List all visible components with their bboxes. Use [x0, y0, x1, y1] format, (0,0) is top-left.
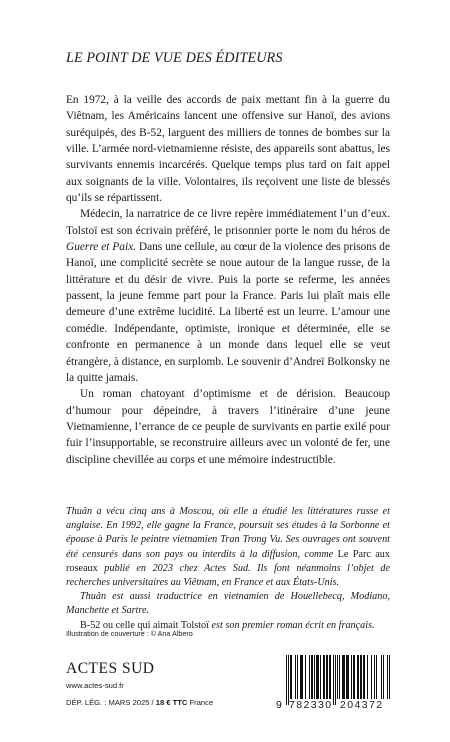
- barcode-bar: [351, 655, 352, 699]
- barcode-bar: [381, 655, 382, 699]
- price: 18 € TTC: [155, 698, 188, 707]
- barcode-bar: [342, 655, 345, 699]
- isbn-first-digit: 9: [276, 699, 282, 711]
- barcode-bar: [297, 655, 298, 699]
- legal-deposit: [66, 698, 213, 707]
- barcode-bar: [337, 655, 338, 699]
- barcode-bar: [314, 655, 315, 699]
- barcode-bar: [387, 655, 388, 699]
- cover-credit: Illustration de couverture : © Ana Albero: [66, 629, 193, 638]
- barcode-bar: [376, 655, 377, 699]
- barcode-bar: [374, 655, 375, 699]
- barcode-bar: [333, 655, 334, 705]
- barcode-bar: [371, 655, 372, 699]
- barcode-bar: [309, 655, 310, 699]
- synopsis-paragraph: Médecin, la narratrice de ce livre repère immédiatement l’un d’eux. Tolstoï est son écrivain préféré, le prisonnier porte le nom du héros de Guerre et Paix. Dans une cellule, au cœur de la violence des prisons de Hanoï, une complicité secrète se noue autour de la langue russe, de la littérature et du désir de vivre. Puis la porte se referme, les années passent, la jeune femme part pour la France. Paris lui plaît mais elle demeure d’une extrême lucidité. La liberté est un leurre. L’amour une comédie. Indépendante, optimiste, ironique et déterminée, elle se confronte en permanence à un monde dans lequel elle se veut étrangère, à distance, en surplomb. Le souvenir d’Andreï Bolkonsky ne la quitte jamais.: [66, 208, 391, 384]
- barcode-bar: [326, 655, 328, 699]
- isbn-barcode: [274, 655, 392, 717]
- barcode-bar: [383, 655, 384, 699]
- publisher-logo: ACTES SUD: [66, 660, 155, 677]
- barcode-bar: [288, 655, 289, 705]
- barcode-bar: [357, 655, 359, 699]
- barcode-bar: [295, 655, 296, 699]
- barcode-bar: [300, 655, 303, 699]
- barcode-bar: [363, 655, 365, 699]
- barcode-bar: [335, 655, 336, 705]
- isbn-left-group: 782330: [289, 699, 333, 711]
- barcode-bar: [346, 655, 349, 699]
- isbn-right-group: 204372: [340, 699, 384, 711]
- barcode-bar: [286, 655, 287, 705]
- barcode-bar: [339, 655, 340, 699]
- barcode-bar: [320, 655, 321, 699]
- bio-paragraph: Thuân a vécu cinq ans à Moscou, où elle a étudié les littératures russe et anglaise. En 1992, elle gagne la France, poursuit ses études à la Sorbonne et épouse à Paris le peintre vietnamien Tran Trong Vu. Ses ouvrages ont souvent été censurés dans son pays ou interdits à la diffusion, comme Le Parc aux roseaux publié en 2023 chez Actes Sud. Ils font néanmoins l’objet de recherches universitaires au Viêtnam, en France et aux États-Unis.: [66, 506, 390, 589]
- section-heading: LE POINT DE VUE DES ÉDITEURS: [66, 50, 283, 66]
- synopsis-paragraph: Un roman chatoyant d’optimisme et de dérision. Beaucoup d’humour pour dépeindre, à travers l’itinéraire d’une jeune Vietnamienne, l’errance de ce peuple de survivants en partie exilé pour fuir l’insupportable, se reconstruire ailleurs avec un volonté de fer, une discipline chevillée au corps et une mémoire indestructible.: [66, 388, 390, 466]
- barcode-bar: [329, 655, 331, 699]
- publisher-website: www.actes-sud.fr: [66, 681, 124, 690]
- bio-paragraph: Thuân est aussi traductrice en vietnamien de Houellebecq, Modiano, Manchette et Sartre.: [66, 591, 390, 617]
- barcode-bar: [360, 655, 362, 699]
- author-bio: [66, 505, 390, 633]
- bio-paragraph: B-52 ou celle qui aimait Tolstoï est son premier roman écrit en français.: [80, 619, 375, 631]
- barcode-bar: [367, 655, 368, 699]
- barcode-bar: [353, 655, 355, 699]
- barcode-bar: [323, 655, 325, 699]
- barcode-bar: [316, 655, 319, 699]
- isbn-digits: [274, 699, 392, 713]
- deposit-date: DÉP. LÉG. : MARS 2025 /: [66, 698, 156, 707]
- barcode-bar: [311, 655, 313, 699]
- barcode-bar: [290, 655, 292, 699]
- barcode-bar: [389, 655, 390, 699]
- synopsis-paragraph: En 1972, à la veille des accords de paix mettant fin à la guerre du Viêtnam, les Américains lancent une offensive sur Hanoï, des avions suréquipés, des B-52, larguent des milliers de tonnes de bombes sur la ville. L’armée nord-vietnamienne résiste, des appareils sont abattus, les survivants ennemis incarcérés. Quelque temps plus tard on fait appel aux soignants de la ville. Volontaires, ils reçoivent une liste de blessés qu’ils se répartissent.: [66, 94, 390, 205]
- barcode-bar: [305, 655, 306, 699]
- synopsis: [66, 92, 390, 468]
- price-region: France: [187, 698, 214, 707]
